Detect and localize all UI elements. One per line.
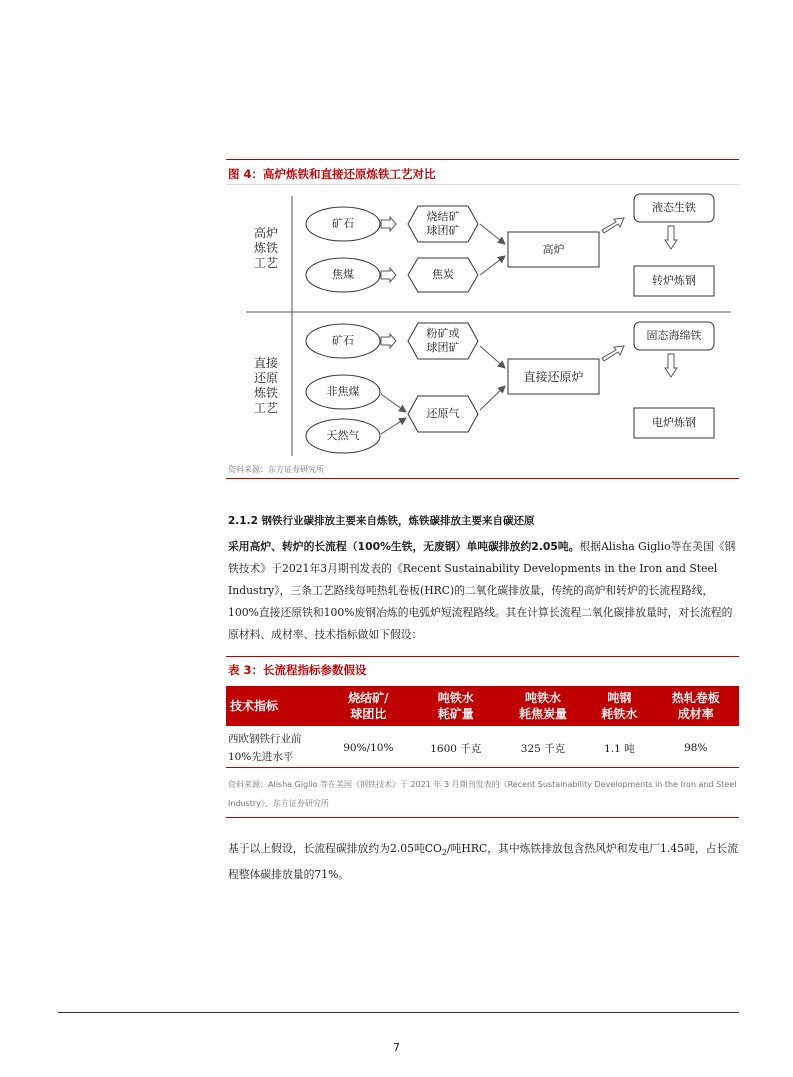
bf-route-label: 高炉 炼铁 工艺	[253, 226, 278, 270]
table-cell: 98%	[684, 742, 708, 754]
paragraph-lead: 采用高炉、转炉的长流程（100%生铁，无废钢）单吨碳排放约2.05吨。	[228, 540, 580, 553]
dri-prep-gas: 还原气	[426, 407, 460, 420]
dri-diag-arrow	[602, 346, 624, 361]
dri-input-gas: 天然气	[326, 429, 360, 442]
bf-arrow-coke	[480, 256, 505, 275]
bf-down-arrow	[665, 226, 677, 249]
dri-steel-label: 电炉炼钢	[652, 416, 696, 429]
table-cell: 西欧钢铁行业前10%先进水平	[228, 733, 302, 763]
table-cell: 1600 千克	[430, 742, 482, 755]
table-header-cell: 烧结矿/ 球团比	[325, 686, 412, 726]
bf-hollow-arrow-1	[381, 217, 396, 231]
table-top-rule	[226, 656, 739, 657]
dri-prep-pellet: 粉矿或 球团矿	[426, 327, 460, 354]
table-source: 资料来源：Alisha Giglio 等在美国《钢铁技术》于 2021 年 3 月期刊发表的《Recent Sustainability Developments in the Iron and Steel Industry》、东方证券研究所	[228, 780, 737, 808]
section-title: 2.1.2 钢铁行业碳排放主要来自炼铁，炼铁碳排放主要来自碳还原	[228, 515, 535, 527]
table-cell: 90%/10%	[343, 742, 394, 754]
table-cell: 325 千克	[520, 742, 566, 755]
table-source-rule	[226, 817, 739, 818]
table-header-cell: 吨铁水 耗矿量	[412, 686, 500, 726]
dri-arrow-coal	[381, 394, 406, 412]
table-bottom-rule	[226, 767, 739, 768]
conclusion-paragraph	[228, 838, 740, 886]
bf-hollow-arrow-2	[381, 268, 396, 282]
table-header-cell: 技术指标	[226, 686, 325, 726]
page-number: 7	[393, 1041, 400, 1054]
dri-arrow-gas	[381, 418, 406, 434]
process-diagram	[226, 186, 739, 460]
dri-down-arrow	[665, 354, 677, 377]
table-header-row	[226, 686, 739, 726]
bf-prep-coke: 焦炭	[432, 268, 454, 281]
figure-title: 图 4：高炉炼铁和直接还原炼铁工艺对比	[228, 167, 436, 181]
bf-input-coal: 焦煤	[332, 268, 354, 281]
bf-input-ore: 矿石	[332, 217, 354, 230]
dri-input-ore: 矿石	[332, 334, 354, 347]
bf-diag-arrow	[602, 218, 624, 233]
conclusion-subscript: 2	[441, 848, 447, 858]
bf-arrow-sinter	[480, 224, 505, 244]
table-header-cell: 吨钢 耗铁水	[586, 686, 652, 726]
table-header-cell: 吨铁水 耗焦炭量	[500, 686, 586, 726]
dri-arrow-pellet	[480, 346, 505, 368]
table-cell: 1.1 吨	[604, 742, 635, 755]
table-header-cell: 热轧卷板 成材率	[653, 686, 739, 726]
figure-source: 资料来源：东方证券研究所	[228, 465, 324, 474]
figure-title-rule	[226, 184, 739, 185]
bf-prep-sinter: 烧结矿 球团矿	[426, 210, 460, 237]
dri-furnace-label: 直接还原炉	[523, 370, 584, 384]
paragraph-body: 根据Alisha Giglio等在美国《钢铁技术》于2021年3月期刊发表的《Recent Sustainability Developments in the Iron and Steel Industry》，三条工艺路线每吨热轧卷板(HRC)的二氧化碳排放量，传统的高炉和转炉的长流程路线，100%直接还原铁和100%废钢冶炼的电弧炉短流程路线。其在计算长流程二氧化碳排放量时，对长流程的原材料、成材率、技术指标做如下假设：	[228, 540, 736, 641]
dri-output-label: 固态海绵铁	[646, 329, 702, 342]
table-row	[226, 726, 739, 770]
conclusion-text-b: /吨HRC，其中炼铁排放包含热风炉和发电厂1.45吨，占长流程整体碳排放量的71%。	[228, 842, 739, 882]
conclusion-text-a: 基于以上假设，长流程碳排放约为2.05吨CO	[228, 842, 442, 855]
bf-steel-label: 转炉炼钢	[652, 274, 696, 287]
table-body	[226, 726, 739, 770]
footer-rule	[58, 1012, 739, 1013]
table-title: 表 3：长流程指标参数假设	[228, 663, 367, 677]
dri-input-coal: 非焦煤	[326, 385, 360, 398]
dri-route-label: 直接 还原 炼铁 工艺	[253, 356, 278, 415]
figure-top-rule	[226, 159, 739, 160]
dri-hollow-arrow-1	[381, 334, 396, 348]
dri-arrow-reducing	[480, 386, 505, 410]
bf-output-label: 液态生铁	[652, 201, 696, 214]
figure-bottom-rule	[226, 478, 739, 479]
bf-furnace-label: 高炉	[542, 243, 565, 256]
section-paragraph	[228, 536, 740, 646]
params-table	[226, 686, 739, 770]
